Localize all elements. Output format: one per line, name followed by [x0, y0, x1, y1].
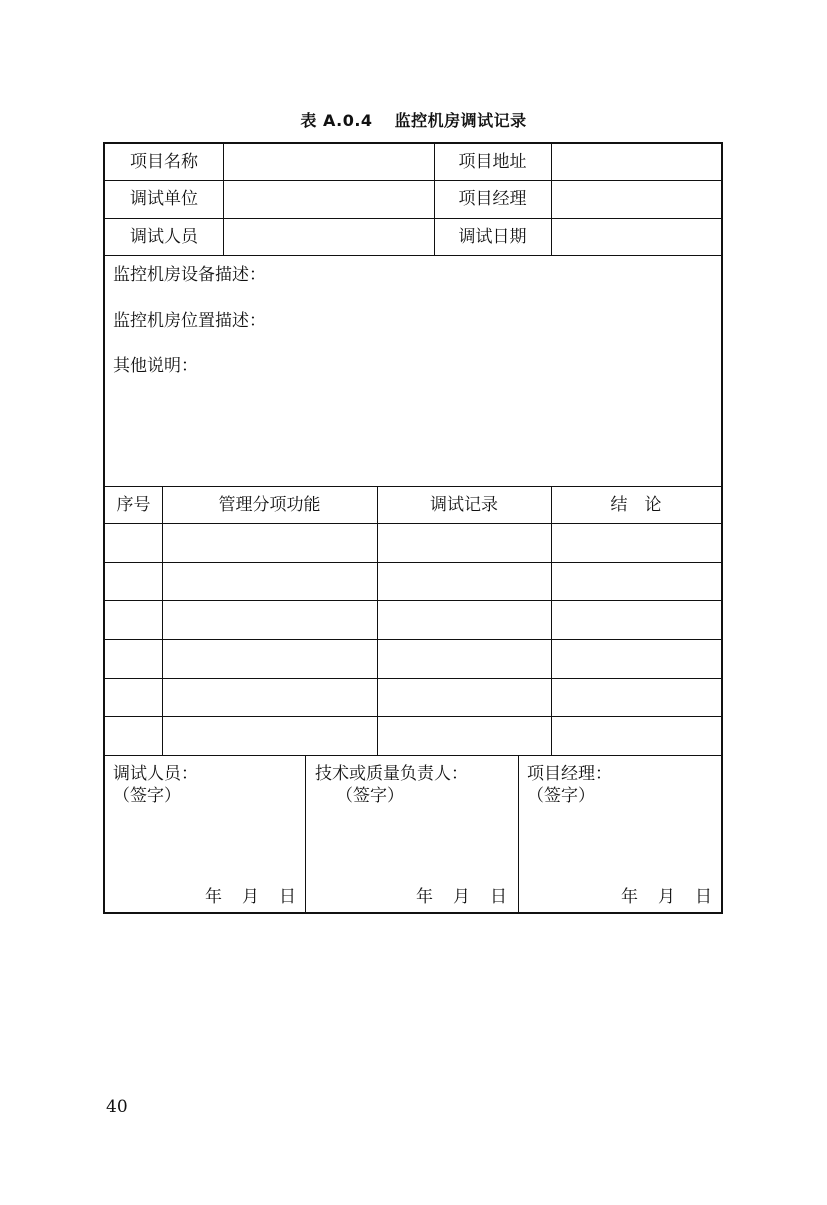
col-divider — [162, 486, 163, 755]
row-divider — [105, 755, 721, 756]
month-label: 月 — [453, 887, 470, 907]
sign-role-project-manager: 项目经理： — [527, 764, 612, 784]
label-project-manager: 项目经理 — [458, 189, 527, 209]
row-divider — [105, 218, 721, 219]
sign-placeholder: （签字） — [336, 786, 404, 806]
header-management-function: 管理分项功能 — [218, 495, 321, 515]
row-divider — [105, 639, 721, 640]
header-serial: 序号 — [116, 495, 151, 515]
page-title — [0, 108, 827, 131]
sign-role-quality-manager: 技术或质量负责人： — [315, 764, 468, 784]
header-debug-record: 调试记录 — [430, 495, 498, 515]
row-divider — [105, 716, 721, 717]
col-divider — [377, 486, 378, 755]
sign-date — [205, 887, 296, 907]
col-divider — [518, 755, 519, 912]
label-debug-personnel: 调试人员 — [130, 227, 198, 247]
page-number: 40 — [106, 1097, 128, 1117]
table-number: 表 A.0.4 — [300, 111, 373, 130]
label-project-address: 项目地址 — [458, 152, 527, 172]
sign-date — [416, 887, 507, 907]
row-divider — [105, 678, 721, 679]
label-debug-unit: 调试单位 — [130, 189, 198, 209]
row-divider — [105, 523, 721, 524]
label-other-notes: 其他说明： — [113, 356, 198, 376]
sign-role-debug-personnel: 调试人员： — [113, 764, 198, 784]
row-divider — [105, 255, 721, 256]
col-divider — [223, 144, 224, 255]
day-label: 日 — [490, 887, 507, 907]
row-divider — [105, 180, 721, 181]
label-project-name: 项目名称 — [130, 152, 198, 172]
day-label: 日 — [279, 887, 296, 907]
col-divider — [551, 144, 552, 255]
header-conclusion: 结 论 — [610, 495, 662, 515]
row-divider — [105, 486, 721, 487]
sign-placeholder: （签字） — [527, 786, 595, 806]
sign-date — [621, 887, 712, 907]
month-label: 月 — [242, 887, 259, 907]
row-divider — [105, 562, 721, 563]
col-divider — [551, 486, 552, 755]
label-location-description: 监控机房位置描述： — [113, 311, 266, 331]
year-label: 年 — [416, 887, 433, 907]
label-debug-date: 调试日期 — [458, 227, 527, 247]
year-label: 年 — [621, 887, 638, 907]
year-label: 年 — [205, 887, 222, 907]
table-title: 监控机房调试记录 — [394, 111, 527, 130]
col-divider — [305, 755, 306, 912]
row-divider — [105, 600, 721, 601]
sign-placeholder: （签字） — [113, 786, 181, 806]
day-label: 日 — [695, 887, 712, 907]
debug-record-form — [103, 142, 723, 914]
label-equipment-description: 监控机房设备描述： — [113, 265, 266, 285]
month-label: 月 — [658, 887, 675, 907]
